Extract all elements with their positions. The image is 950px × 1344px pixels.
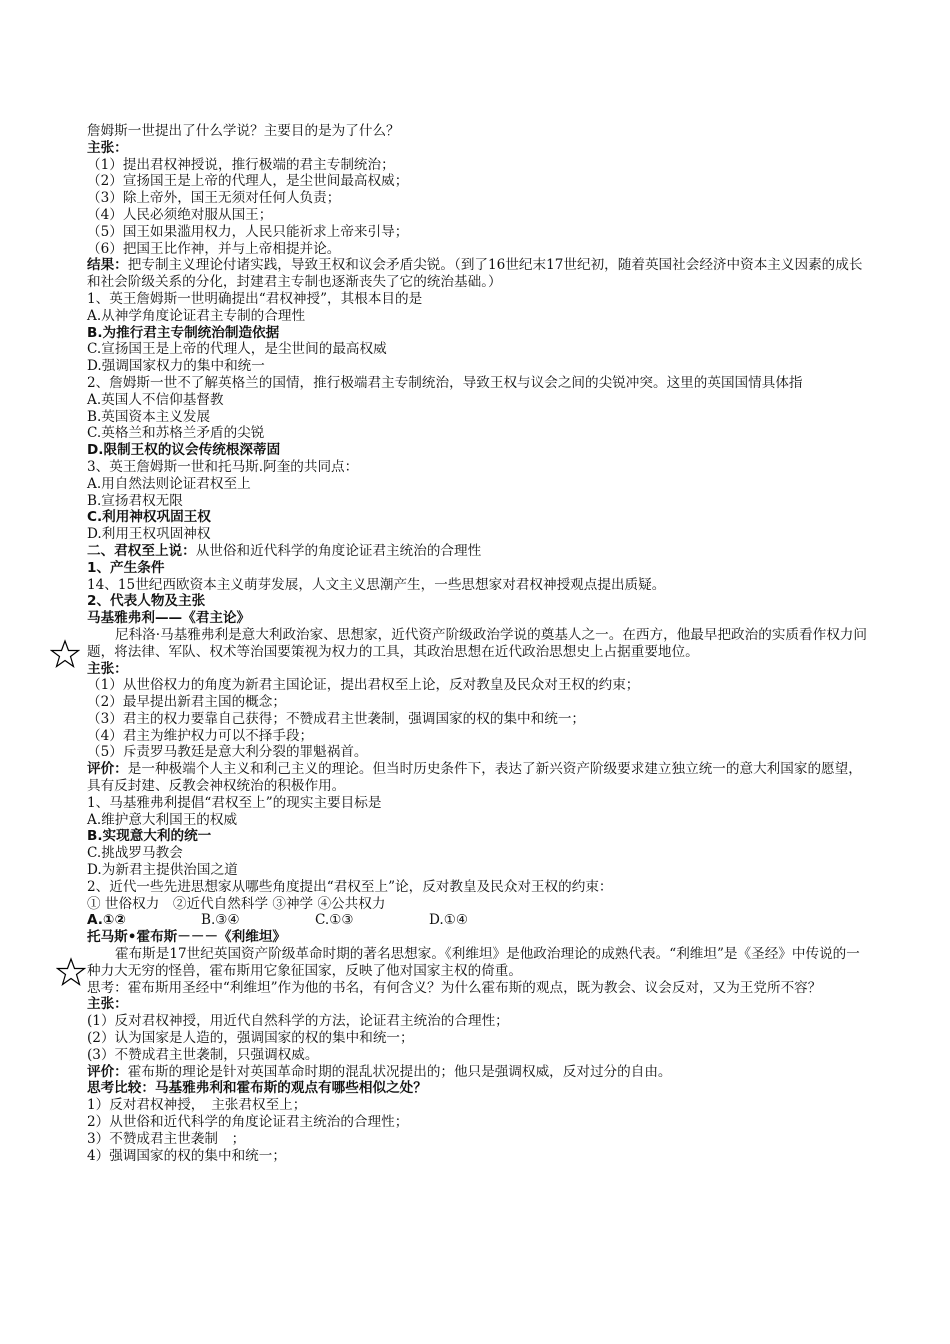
conditions-text: 14、15世纪西欧资本主义萌芽发展，人文主义思潮产生，一些思想家对君权神授观点提出质疑。: [87, 576, 666, 593]
machiavelli-eval: [87, 761, 872, 795]
section-heading-bold: 二、君权至上说：: [87, 542, 196, 559]
option: A.英国人不信仰基督教: [87, 391, 224, 408]
james-result: [87, 257, 872, 291]
james-claim: （3）除上帝外，国王无须对任何人负责；: [87, 190, 341, 207]
option: C.①③: [315, 912, 354, 929]
section-heading: [87, 543, 872, 560]
machiavelli-intro: 尼科洛·马基雅弗利是意大利政治家、思想家，近代资产阶级政治学说的奠基人之一。在西方，他最早把政治的实质看作权力问题，将法律、军队、权术等治国要策视为权力的工具，其政治思想在近代政治思想史上占据重要地位。: [87, 626, 867, 660]
eval-text: 霍布斯的理论是针对英国革命时期的混乱状况提出的；他只是强调权威，反对过分的自由。: [127, 1063, 672, 1080]
option: C.宣扬国王是上帝的代理人，是尘世间的最高权威: [87, 341, 387, 358]
document-page: [87, 123, 872, 1164]
option-answer: B.为推行君主专制统治制造依据: [87, 324, 280, 341]
hobbes-eval: [87, 1064, 872, 1081]
hobbes-claim: (3）不赞成君主世袭制，只强调权威。: [87, 1046, 319, 1063]
james-claim: （6）把国王比作神，并与上帝相提并论。: [87, 240, 341, 257]
compare-title: 思考比较：马基雅弗利和霍布斯的观点有哪些相似之处？: [87, 1080, 427, 1097]
star-icon: [50, 639, 80, 669]
compare-item: 3）不赞成君主世袭制 ；: [87, 1130, 246, 1147]
option: B.宣扬君权无限: [87, 492, 183, 509]
eval-text: 是一种极端个人主义和利己主义的理论。但当时历史条件下，表达了新兴资产阶级要求建立独立统一的意大利国家的愿望，具有反封建、反教会神权统治的积极作用。: [87, 761, 862, 795]
james-claim: （5）国王如果滥用权力，人民只能祈求上帝来引导；: [87, 223, 409, 240]
option: D.利用王权巩固神权: [87, 526, 211, 543]
option-answer: C.利用神权巩固王权: [87, 509, 211, 526]
subheading: 1、产生条件: [87, 559, 165, 576]
james-claim: （4）人民必须绝对服从国王；: [87, 206, 273, 223]
option: B.英国资本主义发展: [87, 408, 211, 425]
result-text: 把专制主义理论付诸实践，导致王权和议会矛盾尖锐。（到了16世纪末17世纪初，随着英国社会经济中资本主义因素的成长和社会阶级关系的分化，封建君主专制也逐渐丧失了它的统治基础。）: [87, 257, 863, 291]
section-heading-rest: 从世俗和近代科学的角度论证君主统治的合理性: [195, 542, 482, 559]
machiavelli-claim: （5）斥责罗马教廷是意大利分裂的罪魁祸首。: [87, 744, 368, 761]
question-items: ① 世俗权力 ②近代自然科学 ③神学 ④公共权力: [87, 895, 386, 912]
subheading: 2、代表人物及主张: [87, 593, 206, 610]
question-stem: 2、近代一些先进思想家从哪些角度提出“君权至上”论，反对教皇及民众对王权的约束：: [87, 878, 613, 895]
option: C.挑战罗马教会: [87, 845, 183, 862]
machiavelli-claim: （2）最早提出新君主国的概念；: [87, 694, 286, 711]
claims-label: 主张：: [87, 996, 128, 1013]
james-question: 詹姆斯一世提出了什么学说？主要目的是为了什么？: [87, 123, 400, 139]
machiavelli-title: 马基雅弗利——《君主论》: [87, 610, 251, 627]
machiavelli-claim: （4）君主为维护权力可以不择手段；: [87, 727, 314, 744]
option: B.③④: [201, 912, 240, 929]
option-answer: B.实现意大利的统一: [87, 828, 212, 845]
option: A.从神学角度论证君主专制的合理性: [87, 307, 306, 324]
question-stem: 1、英王詹姆斯一世明确提出“君权神授”，其根本目的是: [87, 290, 423, 307]
compare-item: 1）反对君权神授， 主张君权至上；: [87, 1097, 307, 1114]
eval-label: 评价：: [87, 761, 128, 778]
option: D.强调国家权力的集中和统一: [87, 358, 265, 375]
option: A.用自然法则论证君权至上: [87, 475, 251, 492]
james-claim: （2）宣扬国王是上帝的代理人，是尘世间最高权威；: [87, 173, 409, 190]
machiavelli-claim: （3）君主的权力要靠自己获得；不赞成君主世袭制，强调国家的权的集中和统一；: [87, 710, 586, 727]
compare-item: 2）从世俗和近代科学的角度论证君主统治的合理性；: [87, 1114, 409, 1131]
hobbes-claim: (1）反对君权神授，用近代自然科学的方法，论证君主统治的合理性；: [87, 1013, 509, 1030]
eval-label: 评价：: [87, 1063, 128, 1080]
question-stem: 2、詹姆斯一世不了解英格兰的国情，推行极端君主专制统治，导致王权与议会之间的尖锐冲突。这里的英国国情具体指: [87, 374, 803, 391]
star-icon: [56, 957, 86, 987]
machiavelli-claim: （1）从世俗权力的角度为新君主国论证，提出君权至上论，反对教皇及民众对王权的约束；: [87, 677, 640, 694]
hobbes-intro: 霍布斯是17世纪英国资产阶级革命时期的著名思想家。《利维坦》是他政治理论的成熟代表。“利维坦”是《圣经》中传说的一种力大无穷的怪兽，霍布斯用它象征国家，反映了他对国家主权的倚重。: [87, 946, 860, 979]
option: D.①④: [429, 912, 469, 929]
result-label: 结果：: [87, 257, 128, 274]
option-row: [87, 912, 872, 929]
compare-item: 4）强调国家的权的集中和统一；: [87, 1147, 286, 1164]
hobbes-claim: (2）认为国家是人造的，强调国家的权的集中和统一；: [87, 1030, 414, 1047]
option-answer: A.①②: [87, 912, 126, 929]
claims-label: 主张：: [87, 139, 128, 156]
hobbes-think: 思考：霍布斯用圣经中“利维坦”作为他的书名，有何含义？为什么霍布斯的观点，既为教会、议会反对，又为王党所不容？: [87, 979, 822, 996]
option: C.英格兰和苏格兰矛盾的尖锐: [87, 425, 265, 442]
question-stem: 3、英王詹姆斯一世和托马斯.阿奎的共同点：: [87, 458, 359, 475]
option: A.维护意大利国王的权威: [87, 811, 238, 828]
option-answer: D.限制王权的议会传统根深蒂固: [87, 442, 281, 459]
option: D.为新君主提供治国之道: [87, 862, 238, 879]
hobbes-title: 托马斯•霍布斯－－－《利维坦》: [87, 929, 287, 946]
question-stem: 1、马基雅弗利提倡“君权至上”的现实主要目标是: [87, 794, 382, 811]
james-claim: （1）提出君权神授说，推行极端的君主专制统治；: [87, 156, 395, 173]
claims-label: 主张：: [87, 660, 128, 677]
